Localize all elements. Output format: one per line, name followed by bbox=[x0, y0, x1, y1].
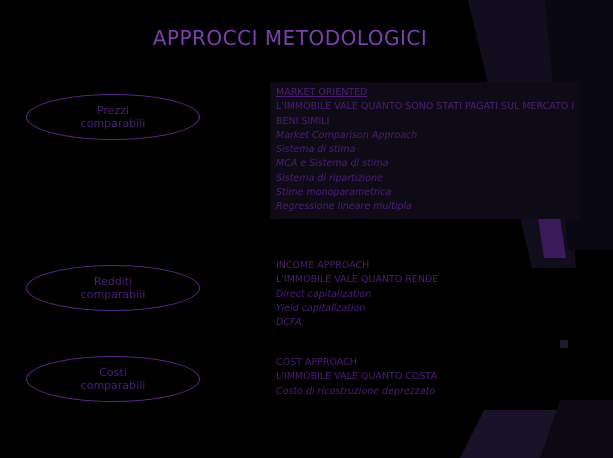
method-description-market bbox=[270, 82, 580, 219]
method-pill-label: comparabili bbox=[80, 379, 146, 392]
slide-title: APPROCCI METODOLOGICI bbox=[152, 26, 428, 50]
method-technique: Stime monoparametrica bbox=[276, 187, 392, 199]
method-definition: BENI SIMILI bbox=[276, 115, 330, 127]
method-description-income bbox=[276, 259, 438, 330]
method-technique: DCFA bbox=[276, 317, 302, 329]
method-technique: Sistema di ripartizione bbox=[276, 172, 383, 184]
method-technique: Yield capitalization bbox=[276, 302, 366, 314]
method-technique: Direct capitalization bbox=[276, 288, 372, 300]
method-pill-label: Redditi bbox=[93, 275, 133, 288]
method-technique: Market Comparison Approach bbox=[276, 129, 418, 141]
method-pill-label: comparabili bbox=[80, 288, 146, 301]
method-pill-redditi bbox=[26, 265, 200, 311]
method-pill-label: Prezzi bbox=[96, 104, 130, 117]
method-definition: L'IMMOBILE VALE QUANTO RENDE bbox=[276, 274, 439, 286]
method-pill-costi bbox=[26, 356, 200, 402]
method-description-cost bbox=[276, 356, 437, 399]
method-technique: MCA e Sistema di stima bbox=[276, 158, 389, 170]
method-technique: Sistema di stima bbox=[276, 144, 356, 156]
method-heading: COST APPROACH bbox=[276, 357, 357, 368]
deco-small-square bbox=[560, 340, 568, 348]
method-technique: Costo di ricostruzione deprezzato bbox=[276, 385, 436, 397]
method-pill-prezzi bbox=[26, 94, 200, 140]
method-technique: Regressione lineare multipla bbox=[276, 201, 412, 213]
method-pill-label: Costi bbox=[99, 366, 127, 379]
method-heading: MARKET ORIENTED bbox=[276, 87, 368, 98]
method-definition: L'IMMOBILE VALE QUANTO SONO STATI PAGATI SUL MERCATO I bbox=[276, 101, 575, 113]
method-definition: L'IMMOBILE VALE QUANTO COSTA bbox=[276, 371, 437, 383]
deco-bottom-right-edge bbox=[540, 400, 613, 458]
method-heading: INCOME APPROACH bbox=[276, 260, 370, 271]
method-pill-label: comparabili bbox=[80, 117, 146, 130]
